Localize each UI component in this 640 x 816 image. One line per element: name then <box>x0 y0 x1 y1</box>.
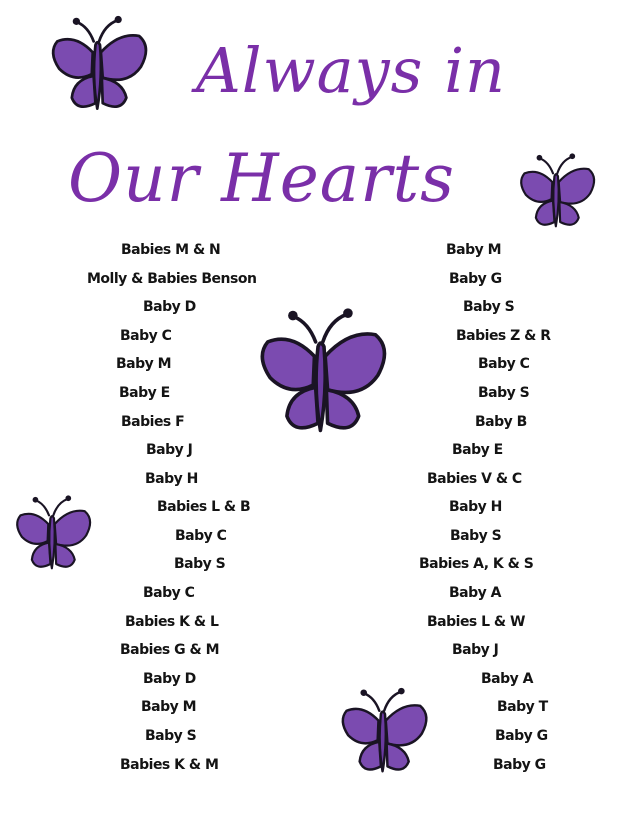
name-entry: Baby C <box>175 528 227 544</box>
name-entry: Babies F <box>121 414 185 430</box>
name-entry: Babies K & L <box>125 614 219 630</box>
name-entry: Baby G <box>493 757 546 773</box>
name-entry: Baby E <box>452 442 503 458</box>
name-entry: Baby S <box>145 728 197 744</box>
name-entry: Baby M <box>141 699 197 715</box>
name-entry: Babies V & C <box>427 471 522 487</box>
butterfly-icon <box>340 686 430 778</box>
butterfly-icon <box>14 494 94 574</box>
name-entry: Baby M <box>446 242 502 258</box>
name-entry: Baby M <box>116 356 172 372</box>
page-title-line-2: Our Hearts <box>68 140 456 217</box>
name-entry: Baby E <box>119 385 170 401</box>
name-entry: Babies L & W <box>427 614 525 630</box>
name-entry: Baby S <box>174 556 226 572</box>
name-entry: Babies Z & R <box>456 328 551 344</box>
name-entry: Babies A, K & S <box>419 556 534 572</box>
name-entry: Baby G <box>449 271 502 287</box>
name-entry: Baby A <box>481 671 533 687</box>
name-entry: Baby A <box>449 585 501 601</box>
name-entry: Baby J <box>452 642 499 658</box>
name-entry: Baby S <box>463 299 515 315</box>
name-entry: Babies L & B <box>157 499 251 515</box>
name-entry: Baby D <box>143 299 196 315</box>
name-entry: Baby S <box>478 385 530 401</box>
name-entry: Baby D <box>143 671 196 687</box>
name-entry: Babies K & M <box>120 757 219 773</box>
name-entry: Babies G & M <box>120 642 220 658</box>
butterfly-icon <box>50 14 150 116</box>
name-entry: Babies M & N <box>121 242 221 258</box>
name-entry: Baby S <box>450 528 502 544</box>
name-entry: Baby H <box>145 471 198 487</box>
name-entry: Baby H <box>449 499 502 515</box>
name-entry: Baby C <box>143 585 195 601</box>
name-entry: Baby G <box>495 728 548 744</box>
name-entry: Baby J <box>146 442 193 458</box>
butterfly-icon <box>518 152 598 232</box>
name-entry: Baby B <box>475 414 527 430</box>
name-entry: Molly & Babies Benson <box>87 271 257 287</box>
page-title-line-1: Always in <box>196 34 506 107</box>
name-entry: Baby C <box>120 328 172 344</box>
butterfly-icon <box>258 306 390 440</box>
name-entry: Baby T <box>497 699 548 715</box>
name-entry: Baby C <box>478 356 530 372</box>
